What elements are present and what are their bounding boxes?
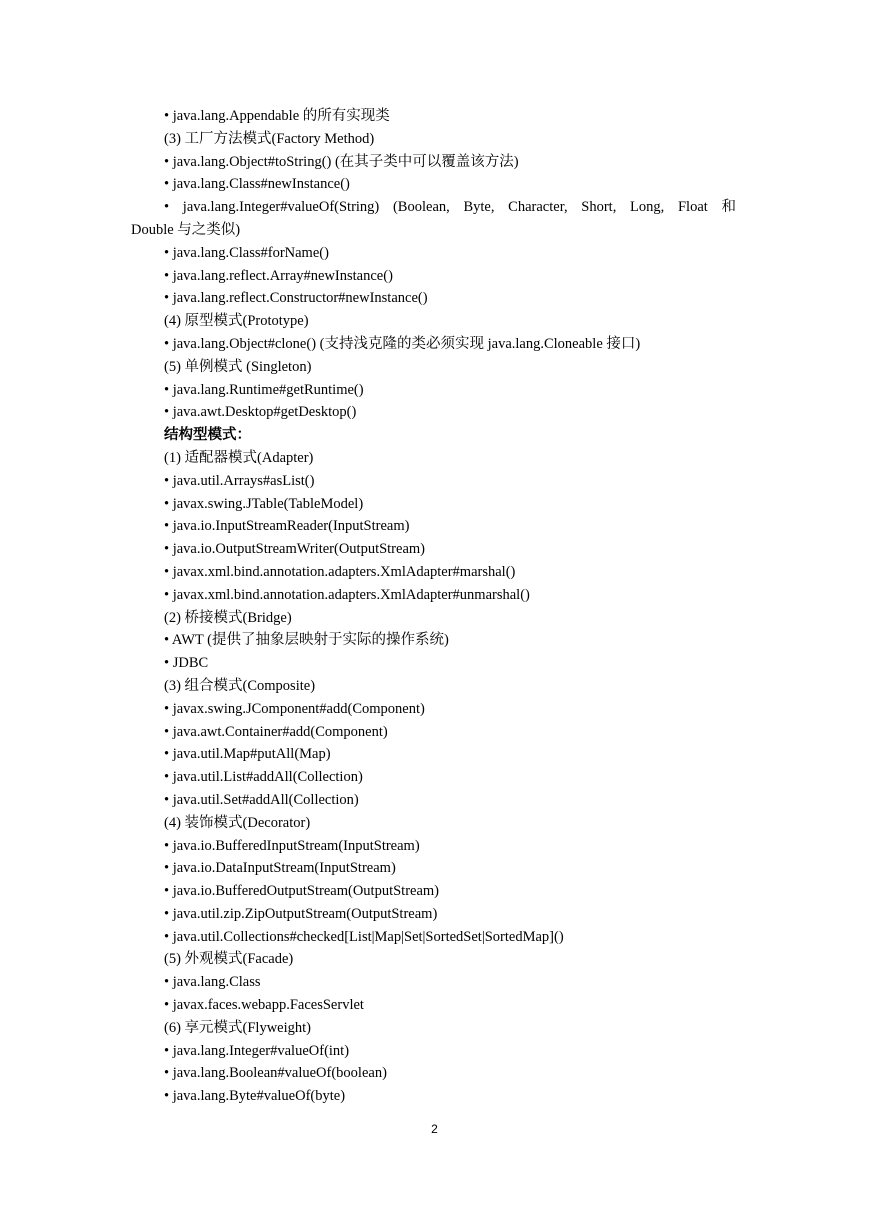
text-line: • java.util.zip.ZipOutputStream(OutputStream): [164, 905, 438, 922]
text-line: • javax.xml.bind.annotation.adapters.XmlAdapter#unmarshal(): [164, 586, 530, 603]
text-line: (4) 原型模式(Prototype): [164, 313, 309, 330]
text-line: • java.awt.Container#add(Component): [164, 723, 388, 740]
text-line: • java.util.Map#putAll(Map): [164, 746, 331, 763]
text-line: • java.awt.Desktop#getDesktop(): [164, 404, 357, 421]
text-line: • java.lang.Class#newInstance(): [164, 176, 350, 193]
text-line: (5) 外观模式(Facade): [164, 951, 294, 968]
text-line: • java.util.List#addAll(Collection): [164, 769, 363, 786]
text-line: (1) 适配器模式(Adapter): [164, 449, 314, 466]
document-body: [0, 105, 869, 1108]
text-line: • java.lang.Boolean#valueOf(boolean): [164, 1065, 387, 1082]
page-number: 2: [431, 1122, 438, 1136]
text-line: • javax.swing.JComponent#add(Component): [164, 700, 425, 717]
text-line: • java.lang.Object#clone() (支持浅克隆的类必须实现 java.lang.Cloneable 接口): [164, 335, 641, 352]
text-line: • java.lang.Byte#valueOf(byte): [164, 1088, 346, 1105]
text-line: • javax.faces.webapp.FacesServlet: [164, 997, 364, 1014]
text-line: • JDBC: [164, 655, 209, 672]
text-line: • javax.xml.bind.annotation.adapters.XmlAdapter#marshal(): [164, 563, 516, 580]
text-line: • java.lang.Runtime#getRuntime(): [164, 381, 364, 398]
text-line: • javax.swing.JTable(TableModel): [164, 495, 364, 512]
text-line: • AWT (提供了抽象层映射于实际的操作系统): [164, 632, 449, 649]
text-line: • java.lang.reflect.Array#newInstance(): [164, 267, 393, 284]
text-line: (3) 组合模式(Composite): [164, 677, 316, 694]
text-line: • java.io.BufferedInputStream(InputStream): [164, 837, 420, 854]
text-line: (3) 工厂方法模式(Factory Method): [164, 130, 375, 147]
text-line: • java.lang.Class#forName(): [164, 244, 329, 261]
text-line: • java.io.OutputStreamWriter(OutputStream): [164, 541, 425, 558]
text-line: • java.lang.Integer#valueOf(int): [164, 1042, 350, 1059]
text-line: • java.util.Collections#checked[List|Map|Set|SortedSet|SortedMap](): [164, 928, 564, 945]
text-line-wrapped-start: • java.lang.Integer#valueOf(String) (Boolean, Byte, Character, Short, Long, Float 和: [164, 199, 736, 216]
text-line: (6) 享元模式(Flyweight): [164, 1019, 311, 1036]
text-line: • java.io.DataInputStream(InputStream): [164, 860, 396, 877]
text-line: (2) 桥接模式(Bridge): [164, 609, 292, 626]
section-heading: 结构型模式：: [164, 427, 251, 444]
text-line-wrapped-end: Double 与之类似): [131, 221, 241, 238]
text-line: (5) 单例模式 (Singleton): [164, 358, 312, 375]
text-line: • java.io.InputStreamReader(InputStream): [164, 518, 410, 535]
text-line: • java.lang.reflect.Constructor#newInstance(): [164, 290, 428, 307]
text-line: • java.util.Set#addAll(Collection): [164, 791, 359, 808]
text-line: • java.lang.Appendable 的所有实现类: [164, 108, 390, 124]
text-line: • java.lang.Class: [164, 974, 261, 991]
text-line: (4) 装饰模式(Decorator): [164, 814, 311, 831]
text-line: • java.lang.Object#toString() (在其子类中可以覆盖该方法): [164, 153, 519, 170]
text-line: • java.util.Arrays#asList(): [164, 472, 315, 489]
text-line: • java.io.BufferedOutputStream(OutputStream): [164, 883, 440, 900]
